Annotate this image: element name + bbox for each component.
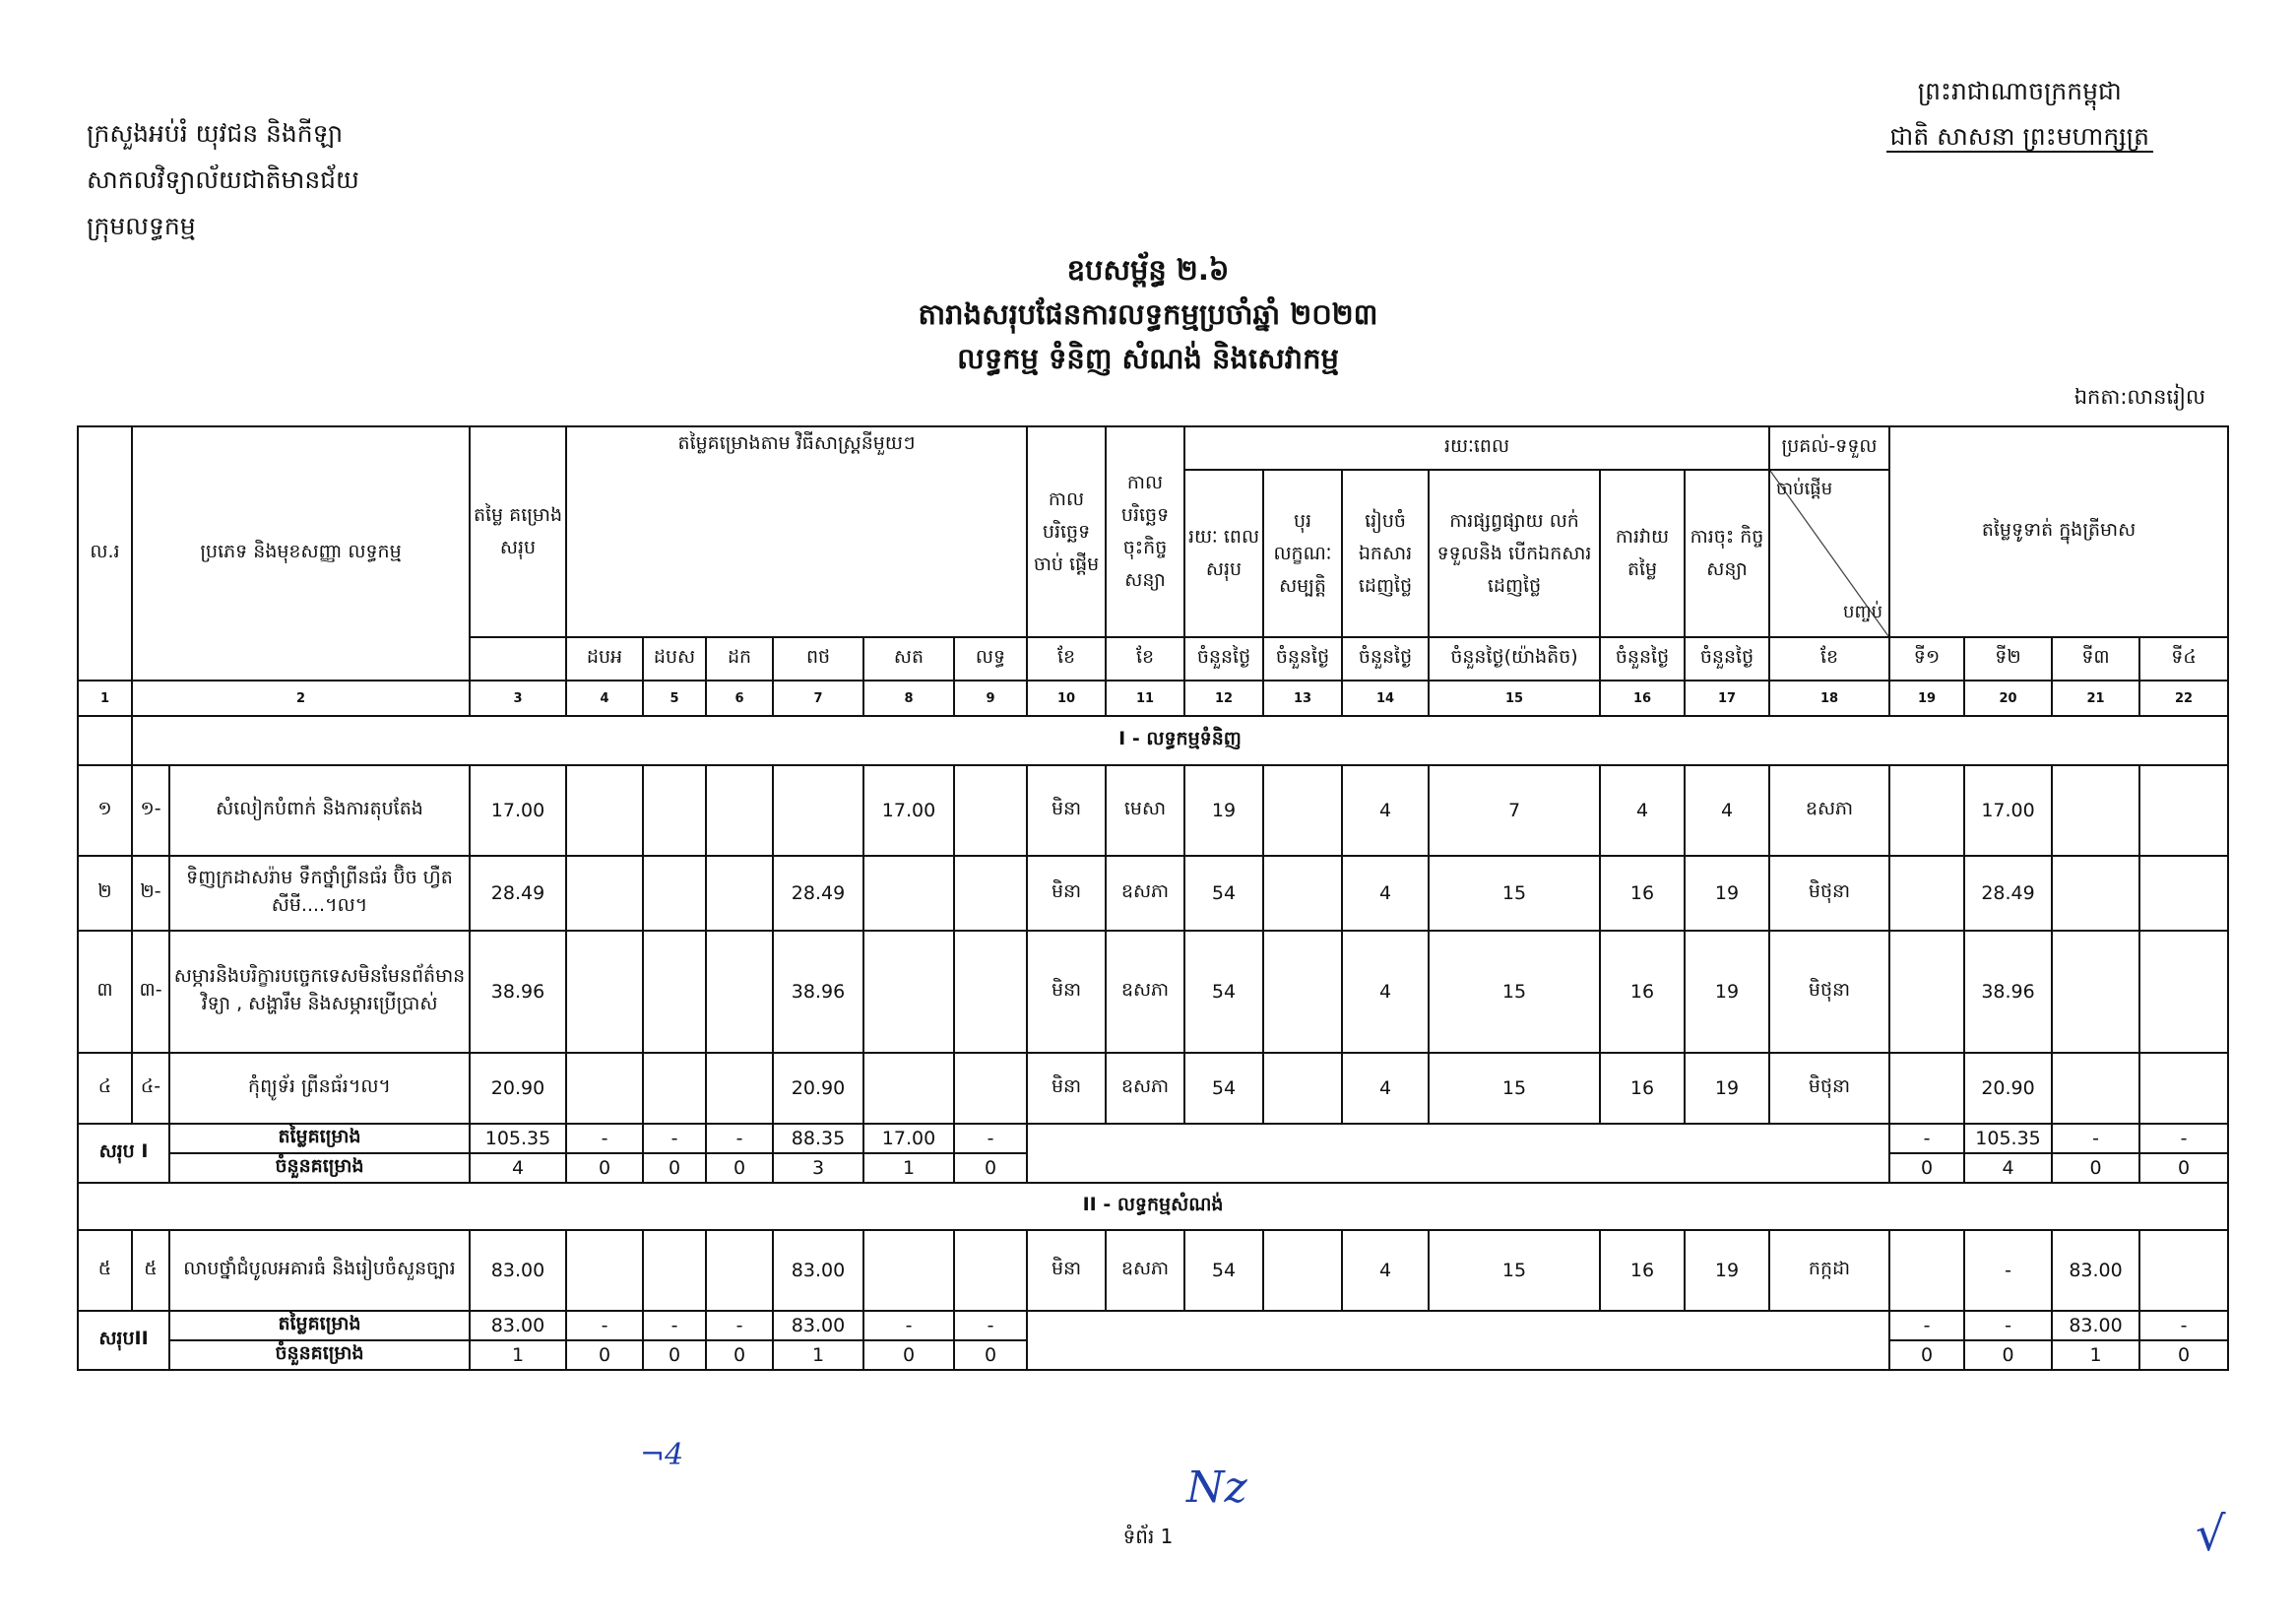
duration-days: 19 [1685, 931, 1769, 1053]
count-quarter: 0 [2139, 1340, 2228, 1370]
column-number: 18 [1769, 681, 1889, 716]
duration-days: 4 [1342, 856, 1429, 931]
quarter-payment [1889, 1230, 1964, 1311]
budget-method-value [706, 1053, 773, 1124]
goods-totals [78, 1124, 2228, 1183]
budget-sub-1: ដបអ [566, 637, 643, 681]
total-blank [1027, 1311, 1889, 1370]
duration-days: 4 [1600, 765, 1685, 856]
item-name: សម្ភារនិងបរិក្ខារបច្ចេកទេសមិនមែនព័ត៌មានវិទ្យា , សង្ហារឹម និងសម្ភារប្រើប្រាស់ [169, 931, 470, 1053]
total-quarter: - [1889, 1124, 1964, 1153]
budget-method-value [863, 1230, 954, 1311]
goods-rows [78, 765, 2228, 1124]
budget-method-value [954, 931, 1027, 1053]
budget-sub-6: លទ្ធ [954, 637, 1027, 681]
col-header-no: ល.រ [78, 426, 132, 681]
col-header-duration-group: រយៈពេល [1184, 426, 1769, 470]
column-number: 7 [773, 681, 863, 716]
unit-days: ចំនួនថ្ងៃ [1600, 637, 1685, 681]
total-blank [1027, 1124, 1889, 1183]
budget-method-value [643, 1230, 706, 1311]
national-motto: ជាតិ សាសនា ព្រះមហាក្សត្រ [1886, 122, 2153, 153]
total-cost: 83.00 [470, 1230, 566, 1311]
table-row [78, 856, 2228, 931]
col-header-evaluation: ការវាយ តម្លៃ [1600, 470, 1685, 637]
duration-days: 54 [1184, 1053, 1263, 1124]
ministry-header [87, 110, 359, 249]
duration-days: 19 [1685, 1053, 1769, 1124]
total-budget-method: - [954, 1311, 1027, 1340]
total-quarter: - [1889, 1311, 1964, 1340]
quarter-payment: 20.90 [1964, 1053, 2052, 1124]
count-quarter: 1 [2052, 1340, 2139, 1370]
column-number: 13 [1263, 681, 1342, 716]
column-number: 16 [1600, 681, 1685, 716]
budget-sub-3: ដក [706, 637, 773, 681]
column-number: 9 [954, 681, 1027, 716]
col-header-total-cost: តម្លៃ គម្រោង សរុប [470, 426, 566, 637]
section-total-label: សរុបII [78, 1311, 169, 1370]
column-number: 14 [1342, 681, 1429, 716]
item-name: កុំព្យូទ័រ ព្រីនធ័រ។ល។ [169, 1053, 470, 1124]
col-header-duration-total: រយៈ ពេល សរុប [1184, 470, 1263, 637]
count-quarter: 0 [1889, 1340, 1964, 1370]
budget-method-value [566, 1230, 643, 1311]
count-quarter: 0 [1889, 1153, 1964, 1183]
total-cost-sum: 105.35 [470, 1124, 566, 1153]
quarter-3-header: ទី៣ [2052, 637, 2139, 681]
total-budget-method: - [706, 1124, 773, 1153]
col-header-advertising: ការផ្សព្វផ្សាយ លក់ទទួលនិង បើកឯកសារ ដេញថ្លៃ [1429, 470, 1600, 637]
duration-days: 16 [1600, 931, 1685, 1053]
count-budget-method: 0 [643, 1340, 706, 1370]
column-number: 12 [1184, 681, 1263, 716]
quarter-payment [2139, 765, 2228, 856]
budget-method-value: 83.00 [773, 1230, 863, 1311]
duration-days: 4 [1342, 765, 1429, 856]
project-count-label: ចំនួនគម្រោង [169, 1153, 470, 1183]
item-name: លាបថ្នាំជំបូលអគារធំ និងរៀបចំសួនច្បារ [169, 1230, 470, 1311]
total-quarter: 83.00 [2052, 1311, 2139, 1340]
budget-method-value [566, 931, 643, 1053]
row-sub-number: ២- [132, 856, 169, 931]
duration-days: 54 [1184, 1230, 1263, 1311]
column-number: 20 [1964, 681, 2052, 716]
total-budget-method: 88.35 [773, 1124, 863, 1153]
count-quarter: 0 [1964, 1340, 2052, 1370]
count-budget-method: 0 [954, 1153, 1027, 1183]
total-cost-row [78, 1311, 2228, 1340]
start-month: មិនា [1027, 765, 1106, 856]
contract-month: ឧសភា [1106, 931, 1184, 1053]
count-budget-method: 0 [954, 1340, 1027, 1370]
item-name: សំលៀកបំពាក់ និងការតុបតែង [169, 765, 470, 856]
budget-method-value [954, 765, 1027, 856]
total-cost: 38.96 [470, 931, 566, 1053]
budget-sub-5: សត [863, 637, 954, 681]
col-header-contract-signing: ការចុះ កិច្ចសន្យា [1685, 470, 1769, 637]
col-header-qualification: បុរ លក្ខណៈ សម្បត្តិ [1263, 470, 1342, 637]
duration-days: 4 [1342, 931, 1429, 1053]
quarter-payment [1889, 765, 1964, 856]
unit-days: ចំនួនថ្ងៃ [1184, 637, 1263, 681]
row-number: ២ [78, 856, 132, 931]
quarter-payment [2139, 931, 2228, 1053]
budget-method-value [643, 1053, 706, 1124]
total-cost-row [78, 1124, 2228, 1153]
section-title-goods: I - លទ្ធកម្មទំនិញ [132, 716, 2228, 765]
budget-method-value: 28.49 [773, 856, 863, 931]
ministry-name: ក្រសួងអប់រំ យុវជន និងកីឡា [87, 119, 344, 148]
contract-month: ឧសភា [1106, 1053, 1184, 1124]
quarter-payment [1889, 931, 1964, 1053]
budget-sub-4: ពថ [773, 637, 863, 681]
total-quarter: 105.35 [1964, 1124, 2052, 1153]
column-number: 8 [863, 681, 954, 716]
unit-days: ចំនួនថ្ងៃ [1342, 637, 1429, 681]
column-number: 1 [78, 681, 132, 716]
quarter-payment [1889, 856, 1964, 931]
duration-days [1263, 765, 1342, 856]
duration-days: 15 [1429, 1230, 1600, 1311]
column-number: 4 [566, 681, 643, 716]
quarter-4-header: ទី៤ [2139, 637, 2228, 681]
count-budget-method: 0 [706, 1340, 773, 1370]
duration-days: 7 [1429, 765, 1600, 856]
column-number: 22 [2139, 681, 2228, 716]
budget-method-value [643, 856, 706, 931]
count-budget-method: 3 [773, 1153, 863, 1183]
duration-days: 19 [1685, 856, 1769, 931]
duration-days: 54 [1184, 856, 1263, 931]
delivery-month: ឧសភា [1769, 765, 1889, 856]
count-budget-method: 0 [566, 1153, 643, 1183]
total-cost-sum: 83.00 [470, 1311, 566, 1340]
handwritten-mark: ¬4 [640, 1438, 684, 1472]
total-quarter: - [2052, 1124, 2139, 1153]
budget-method-value [954, 856, 1027, 931]
total-budget-method: - [643, 1124, 706, 1153]
total-budget-method: - [566, 1311, 643, 1340]
project-count-sum: 4 [470, 1153, 566, 1183]
column-number: 5 [643, 681, 706, 716]
university-name: សាកលវិទ្យាល័យជាតិមានជ័យ [87, 165, 359, 194]
procurement-unit: ក្រុមលទ្ធកម្ម [87, 212, 196, 240]
duration-days: 4 [1342, 1053, 1429, 1124]
row-sub-number: ១- [132, 765, 169, 856]
col-header-budget-group: តម្លៃគម្រោងតាម វិធីសាស្ត្រនីមួយៗ [566, 426, 1027, 637]
quarter-payment [2139, 1053, 2228, 1124]
section-total-label: សរុប I [78, 1124, 169, 1183]
budget-method-value: 38.96 [773, 931, 863, 1053]
budget-method-value: 20.90 [773, 1053, 863, 1124]
total-cost: 17.00 [470, 765, 566, 856]
duration-days [1263, 1053, 1342, 1124]
row-number: ៥ [78, 1230, 132, 1311]
handwritten-initials: Nz [1186, 1462, 1247, 1513]
duration-days [1263, 931, 1342, 1053]
delivery-end-label: បញ្ចប់ [1843, 602, 1883, 622]
row-sub-number: ៥ [132, 1230, 169, 1311]
construction-totals [78, 1311, 2228, 1370]
duration-days: 19 [1184, 765, 1263, 856]
quarter-1-header: ទី១ [1889, 637, 1964, 681]
duration-days: 15 [1429, 931, 1600, 1053]
quarter-payment: - [1964, 1230, 2052, 1311]
budget-method-value [863, 856, 954, 931]
duration-days [1263, 856, 1342, 931]
delivery-month: មិថុនា [1769, 856, 1889, 931]
table-row [78, 765, 2228, 856]
column-number: 2 [132, 681, 470, 716]
total-budget-method: 17.00 [863, 1124, 954, 1153]
count-quarter: 0 [2139, 1153, 2228, 1183]
col-header-type: ប្រភេទ និងមុខសញ្ញា លទ្ធកម្ម [132, 426, 470, 681]
quarter-payment [2052, 765, 2139, 856]
kingdom-name: ព្រះរាជាណាចក្រកម្ពុជា [1917, 77, 2122, 105]
column-number: 11 [1106, 681, 1184, 716]
col-header-start-date: កាល បរិច្ឆេទ ចាប់ ផ្តើម [1027, 426, 1106, 637]
unit-month: ខែ [1106, 637, 1184, 681]
contract-month: ឧសភា [1106, 856, 1184, 931]
total-budget-method: - [566, 1124, 643, 1153]
construction-rows [78, 1230, 2228, 1311]
unit-days-min: ចំនួនថ្ងៃ(យ៉ាងតិច) [1429, 637, 1600, 681]
count-budget-method: 1 [773, 1340, 863, 1370]
total-cost-label: តម្លៃគម្រោង [169, 1311, 470, 1340]
quarter-payment: 38.96 [1964, 931, 2052, 1053]
unit-month: ខែ [1769, 637, 1889, 681]
quarter-payment [2052, 856, 2139, 931]
budget-method-value [773, 765, 863, 856]
budget-method-value [706, 765, 773, 856]
column-number: 6 [706, 681, 773, 716]
count-budget-method: 0 [863, 1340, 954, 1370]
budget-method-value [566, 765, 643, 856]
project-count-sum: 1 [470, 1340, 566, 1370]
row-number: ៣ [78, 931, 132, 1053]
duration-days [1263, 1230, 1342, 1311]
delivery-month: មិថុនា [1769, 931, 1889, 1053]
start-month: មិនា [1027, 856, 1106, 931]
col-header-delivery-diagonal [1769, 470, 1889, 637]
column-number: 21 [2052, 681, 2139, 716]
plan-subtitle: លទ្ធកម្ម ទំនិញ សំណង់ និងសេវាកម្ម [957, 342, 1339, 375]
budget-method-value [643, 931, 706, 1053]
budget-method-value [954, 1230, 1027, 1311]
procurement-plan-table [77, 425, 2229, 1371]
budget-method-value [643, 765, 706, 856]
section-spacer [78, 716, 132, 765]
col-header-quarter-group: តម្លៃទូទាត់ ក្នុងត្រីមាស [1889, 426, 2228, 637]
column-number: 3 [470, 681, 566, 716]
table-row [78, 1230, 2228, 1311]
start-month: មិនា [1027, 931, 1106, 1053]
budget-sub-2: ដបស [643, 637, 706, 681]
total-quarter: - [2139, 1311, 2228, 1340]
total-budget-method: - [954, 1124, 1027, 1153]
total-cost-label: តម្លៃគម្រោង [169, 1124, 470, 1153]
row-sub-number: ៣- [132, 931, 169, 1053]
column-number-row [78, 681, 2228, 716]
budget-method-value [954, 1053, 1027, 1124]
currency-unit: ឯកតា:លានរៀល [2073, 385, 2205, 409]
handwritten-check: √ [2196, 1507, 2226, 1562]
budget-method-value [863, 931, 954, 1053]
section-title-construction: II - លទ្ធកម្មសំណង់ [78, 1183, 2228, 1230]
count-budget-method: 1 [863, 1153, 954, 1183]
budget-method-value: 17.00 [863, 765, 954, 856]
total-budget-method: - [863, 1311, 954, 1340]
count-quarter: 4 [1964, 1153, 2052, 1183]
document-titles [0, 248, 2296, 381]
unit-days: ចំនួនថ្ងៃ [1263, 637, 1342, 681]
item-name: ទិញក្រដាសរ៉ាម ទឹកថ្នាំព្រីនធ័រ ប៊ិច ហ្វឺត សីមី....។ល។ [169, 856, 470, 931]
total-budget-method: - [706, 1311, 773, 1340]
table-row [78, 931, 2228, 1053]
total-quarter: - [2139, 1124, 2228, 1153]
total-cost: 28.49 [470, 856, 566, 931]
col-header-delivery: ប្រគល់-ទទួល [1769, 426, 1889, 470]
total-budget-method: 83.00 [773, 1311, 863, 1340]
duration-days: 16 [1600, 1230, 1685, 1311]
quarter-payment [1889, 1053, 1964, 1124]
start-month: មិនា [1027, 1053, 1106, 1124]
total-budget-method: - [643, 1311, 706, 1340]
quarter-payment: 28.49 [1964, 856, 2052, 931]
budget-method-value [566, 856, 643, 931]
count-budget-method: 0 [706, 1153, 773, 1183]
duration-days: 16 [1600, 856, 1685, 931]
count-budget-method: 0 [643, 1153, 706, 1183]
budget-method-value [706, 1230, 773, 1311]
duration-days: 15 [1429, 1053, 1600, 1124]
duration-days: 16 [1600, 1053, 1685, 1124]
unit-month: ខែ [1027, 637, 1106, 681]
column-number: 17 [1685, 681, 1769, 716]
quarter-payment [2139, 1230, 2228, 1311]
total-quarter: - [1964, 1311, 2052, 1340]
count-budget-method: 0 [566, 1340, 643, 1370]
quarter-payment [2139, 856, 2228, 931]
quarter-payment: 17.00 [1964, 765, 2052, 856]
start-month: មិនា [1027, 1230, 1106, 1311]
row-number: ៤ [78, 1053, 132, 1124]
page-number: ទំព័រ 1 [1122, 1525, 1174, 1548]
delivery-month: កក្កដា [1769, 1230, 1889, 1311]
budget-method-value [706, 931, 773, 1053]
col-header-bid-preparation: រៀបចំ ឯកសារ ដេញថ្លៃ [1342, 470, 1429, 637]
row-number: ១ [78, 765, 132, 856]
budget-method-value [566, 1053, 643, 1124]
contract-month: មេសា [1106, 765, 1184, 856]
col-header-cost-blank [470, 637, 566, 681]
duration-days: 4 [1685, 765, 1769, 856]
annex-title: ឧបសម្ព័ន្ធ ២.៦ [1066, 253, 1230, 287]
delivery-month: មិថុនា [1769, 1053, 1889, 1124]
unit-days: ចំនួនថ្ងៃ [1685, 637, 1769, 681]
duration-days: 54 [1184, 931, 1263, 1053]
contract-month: ឧសភា [1106, 1230, 1184, 1311]
project-count-label: ចំនួនគម្រោង [169, 1340, 470, 1370]
plan-title: តារាងសរុបផែនការលទ្ធកម្មប្រចាំឆ្នាំ ២០២៣ [918, 297, 1378, 331]
col-header-contract-date: កាល បរិច្ឆេទ ចុះកិច្ច សន្យា [1106, 426, 1184, 637]
duration-days: 15 [1429, 856, 1600, 931]
column-number: 15 [1429, 681, 1600, 716]
duration-days: 4 [1342, 1230, 1429, 1311]
duration-days: 19 [1685, 1230, 1769, 1311]
quarter-payment [2052, 1053, 2139, 1124]
total-cost: 20.90 [470, 1053, 566, 1124]
budget-method-value [706, 856, 773, 931]
quarter-payment: 83.00 [2052, 1230, 2139, 1311]
quarter-payment [2052, 931, 2139, 1053]
column-number: 19 [1889, 681, 1964, 716]
quarter-2-header: ទី២ [1964, 637, 2052, 681]
kingdom-header [1886, 69, 2153, 160]
row-sub-number: ៤- [132, 1053, 169, 1124]
budget-method-value [863, 1053, 954, 1124]
count-quarter: 0 [2052, 1153, 2139, 1183]
delivery-start-label: ចាប់ផ្តើម [1776, 479, 1833, 499]
table-row [78, 1053, 2228, 1124]
column-number: 10 [1027, 681, 1106, 716]
